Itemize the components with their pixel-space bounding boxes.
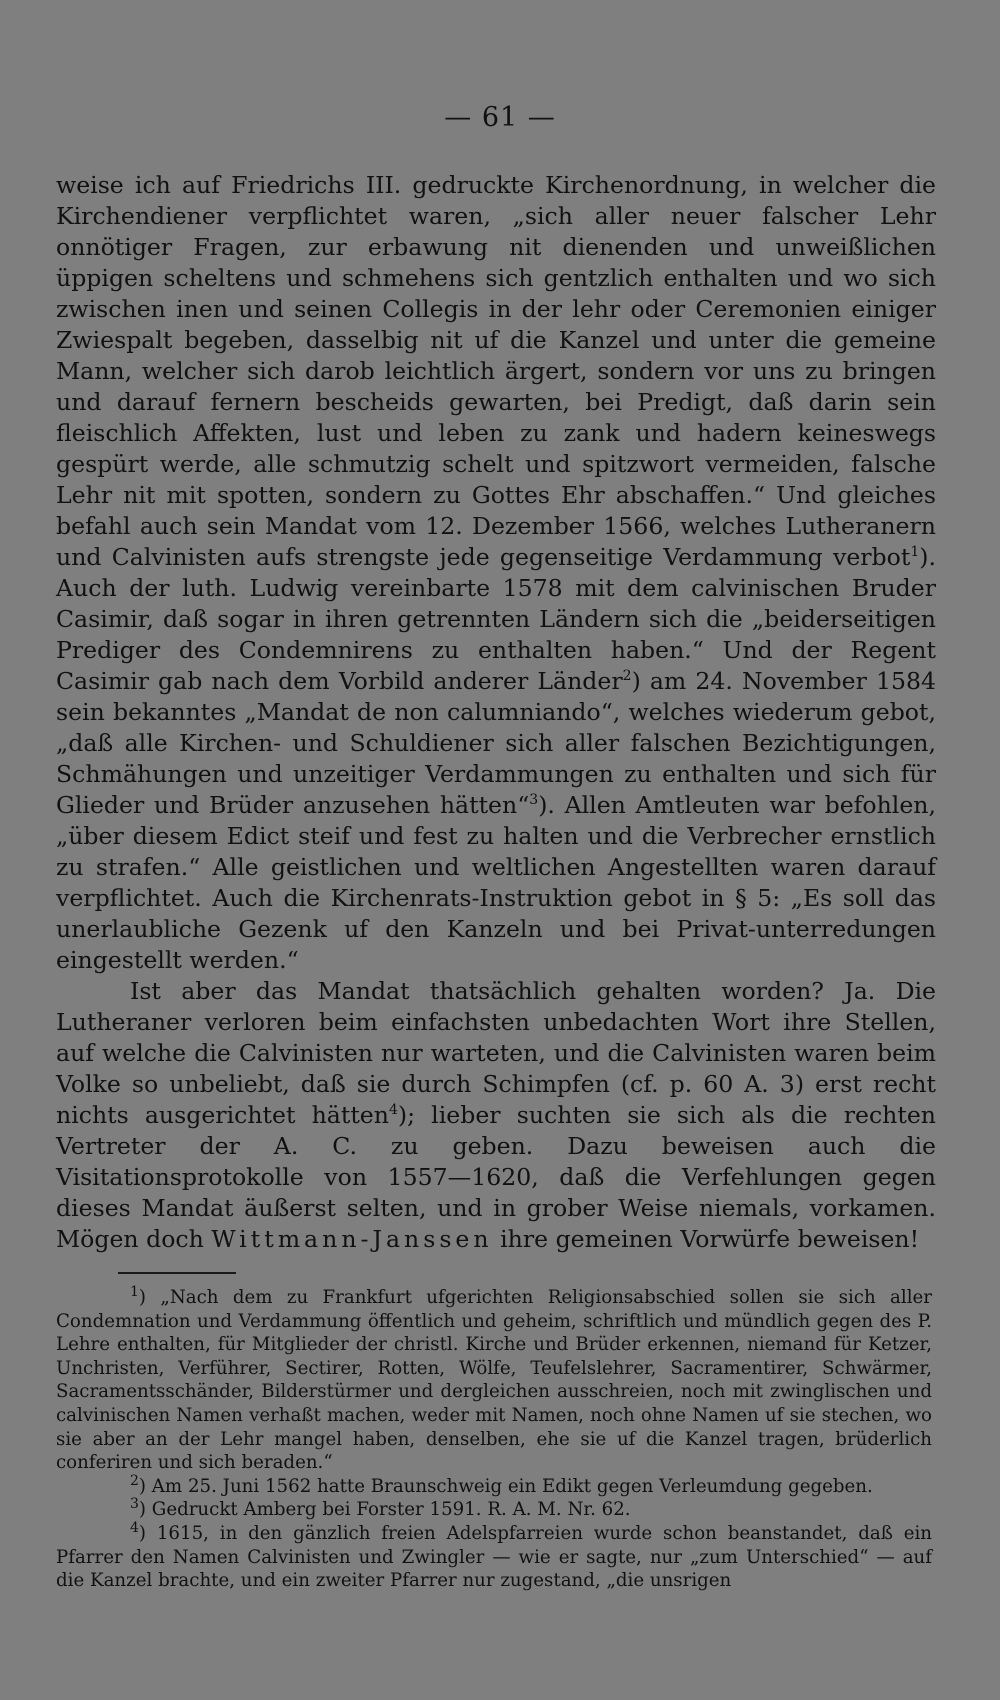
- footnote-4: [56, 1519, 932, 1593]
- footnotes: [56, 1283, 932, 1593]
- footnote-ref-4: 4: [388, 1102, 398, 1119]
- paragraph-2: [56, 976, 936, 1255]
- footnote-4-text: ) 1615, in den gänzlich freien Adelspfarreien wurde schon beanstandet, daß ein Pfarrer den Namen Calvinisten und Zwingler — wie er sagte, nur „zum Unterschied“ — auf die Kanzel brachte, und ein zweiter Pfarrer nur zugestand, „die unsrigen: [56, 1522, 932, 1592]
- footnote-2-mark: 2: [130, 1472, 139, 1489]
- footnote-3-text: ) Gedruckt Amberg bei Forster 1591. R. A. M. Nr. 62.: [138, 1499, 631, 1521]
- footnote-1-mark: 1: [130, 1283, 139, 1300]
- footnote-2: [56, 1472, 932, 1499]
- footnote-3: [56, 1498, 932, 1522]
- footnote-ref-2: 2: [622, 668, 632, 685]
- footnote-ref-3: 3: [529, 792, 539, 809]
- footnote-2-text: ) Am 25. Juni 1562 hatte Braunschweig ein Edikt gegen Verleumdung gegeben.: [138, 1475, 873, 1497]
- footnote-ref-1: 1: [910, 544, 920, 561]
- footnote-3-mark: 3: [130, 1496, 139, 1513]
- footnote-1-text: ) „Nach dem zu Frankfurt ufgerichten Religionsabschied sollen sie sich aller Condemnation und Verdammung öffentlich und geheim, schriftlich und mündlich gegen des P. Lehre enthalten, für Mitglieder der christl. Kirche und Brüder erkennen, niemand für Ketzer, Unchristen, Verführer, Sectirer, Rotten, Wölfe, Teufelslehrer, Sacramentirer, Schwärmer, Sacramentsschänder, Bilderstürmer und dergleichen ausschreien, noch mit zwinglischen und calvinischen Namen verhaßt machen, weder mit Namen, noch ohne Namen uf sie stechen, wo sie aber an der Lehr mangel haben, denselben, ehe sie uf die Kanzel tragen, brüderlich conferiren und sich beraden.“: [56, 1287, 932, 1474]
- spaced-names: Wittmann-Janssen: [211, 1225, 493, 1253]
- footnote-1: [56, 1283, 932, 1475]
- footnote-divider: [118, 1272, 236, 1274]
- paragraph-1: [56, 170, 936, 976]
- paragraph-1-part-1: weise ich auf Friedrichs III. gedruckte Kirchenordnung, in welcher die Kirchendiener verpflichtet waren, „sich aller neuer falscher Lehr onnötiger Fragen, zur erbawung nit dienenden und unweißlichen üppigen scheltens und schmehens sich gentzlich enthalten und wo sich zwischen inen und seinen Collegis in der lehr oder Ceremonien einiger Zwiespalt begeben, dasselbig nit uf die Kanzel und unter die gemeine Mann, welcher sich darob leichtlich ärgert, sondern vor uns zu bringen und darauf fernern bescheids gewarten, bei Predigt, daß darin sein fleischlich Affekten, lust und leben zu zank und hadern keineswegs gespürt werde, alle schmutzig schelt und spitzwort vermeiden, falsche Lehr nit mit spotten, sondern zu Gottes Ehr abschaffen.“ Und gleiches befahl auch sein Mandat vom 12. Dezember 1566, welches Lutheranern und Calvinisten aufs strengste jede gegenseitige Verdammung verbot: [56, 171, 936, 571]
- paragraph-2-part-3: ihre gemeinen Vorwürfe beweisen!: [500, 1225, 920, 1253]
- page-number: — 61 —: [444, 102, 556, 133]
- paragraph-1-part-4: ). Allen Amtleuten war befohlen, „über diesem Edict steif und fest zu halten und die Verbrecher ernstlich zu strafen.“ Alle geistlichen und weltlichen Angestellten waren darauf verpflichtet. Auch die Kirchenrats-Instruktion gebot in § 5: „Es soll das unerlaubliche Gezenk uf den Kanzeln und bei Privat-unterredungen eingestellt werden.“: [56, 791, 936, 974]
- paragraph-2-part-1: Ist aber das Mandat thatsächlich gehalten worden? Ja. Die Lutheraner verloren beim einfachsten unbedachten Wort ihre Stellen, auf welche die Calvinisten nur warteten, und die Calvinisten waren beim Volke so unbeliebt, daß sie durch Schimpfen (cf. p. 60 A. 3) erst recht nichts ausgerichtet hätten: [56, 977, 936, 1129]
- main-text: [56, 170, 936, 1255]
- paragraph-1-part-2: ). Auch der luth. Ludwig vereinbarte 1578 mit dem calvinischen Bruder Casimir, daß sogar in ihren getrennten Ländern sich die „beiderseitigen Prediger des Condemnirens zu enthalten haben.“ Und der Regent Casimir gab nach dem Vorbild anderer Länder: [56, 543, 936, 695]
- paragraph-2-part-2: ); lieber suchten sie sich als die rechten Vertreter der A. C. zu geben. Dazu beweisen auch die Visitationsprotokolle von 1557—1620, daß die Verfehlungen gegen dieses Mandat äußerst selten, und in grober Weise niemals, vorkamen. Mögen doch: [56, 1101, 936, 1253]
- footnote-4-mark: 4: [130, 1519, 139, 1536]
- paragraph-1-part-3: ) am 24. November 1584 sein bekanntes „Mandat de non calumniando“, welches wiederum gebot, „daß alle Kirchen- und Schuldiener sich aller falschen Bezichtigungen, Schmähungen und unzeitiger Verdammungen zu enthalten und sich für Glieder und Brüder anzusehen hätten“: [56, 667, 936, 819]
